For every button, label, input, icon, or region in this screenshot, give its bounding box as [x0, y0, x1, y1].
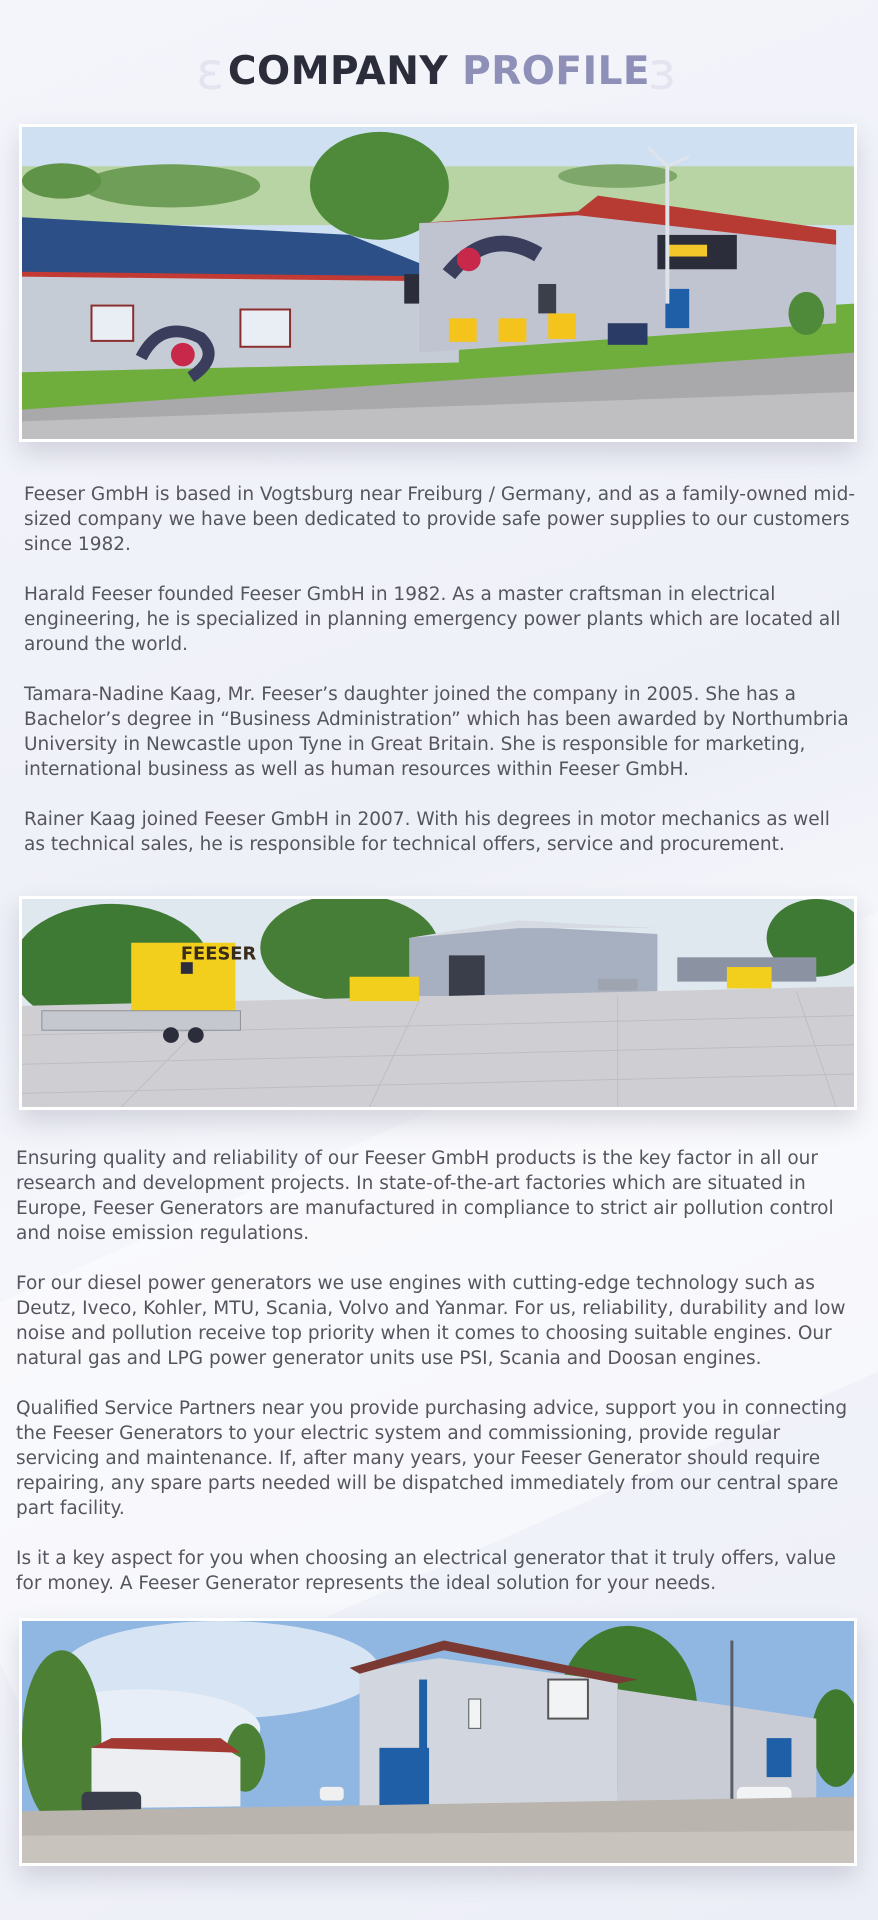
- title-word-company: COMPANY: [227, 49, 449, 94]
- generator-brand-sign: FEESER: [180, 944, 257, 965]
- page-title: [0, 44, 878, 100]
- generator-yard-photo: [19, 896, 857, 1110]
- paragraph-quality: Ensuring quality and reliability of our Feeser GmbH products is the key factor in all our research and development projects. In state-of-the-art factories which are situated in Europe, Feeser Generators are manufactured in compliance to strict air pollution control and noise emission regulations.: [16, 1148, 834, 1244]
- paragraph-rainer: Rainer Kaag joined Feeser GmbH in 2007. With his degrees in motor mechanics as well as technical sales, he is responsible for technical offers, service and procurement.: [24, 809, 830, 855]
- title-word-profile: PROFILE: [462, 49, 651, 94]
- paragraph-service: Qualified Service Partners near you provide purchasing advice, support you in connecting the Feeser Generators to your electric system and commissioning, provide regular servicing and maintenance. If, after many years, your Feeser Generator should require repairing, any spare parts needed will be dispatched immediately from our central spare part facility.: [16, 1398, 848, 1519]
- bracket-right-decoration: з: [648, 42, 676, 102]
- paragraph-engines: For our diesel power generators we use engines with cutting-edge technology such as Deutz, Iveco, Kohler, MTU, Scania, Volvo and Yanmar. For us, reliability, durability and low noise and pollution receive top priority when it comes to choosing suitable engines. Our natural gas and LPG power generator units use PSI, Scania and Doosan engines.: [16, 1273, 846, 1369]
- paragraph-company-intro: Feeser GmbH is based in Vogtsburg near Freiburg / Germany, and as a family-owned mid-sized company we have been dedicated to provide safe power supplies to our customers since 1982.: [24, 484, 856, 555]
- profile-text-section: [24, 482, 856, 882]
- page-header: [0, 44, 878, 100]
- paragraph-founder: Harald Feeser founded Feeser GmbH in 1982. As a master craftsman in electrical engineering, he is specialized in planning emergency power plants which are located all around the world.: [24, 584, 841, 655]
- office-building-photo: [19, 1618, 857, 1866]
- quality-text-section: [16, 1146, 862, 1621]
- company-building-photo: [19, 124, 857, 442]
- paragraph-value: Is it a key aspect for you when choosing an electrical generator that it truly offers, value for money. A Feeser Generator represents the ideal solution for your needs.: [16, 1548, 836, 1594]
- paragraph-tamara: Tamara-Nadine Kaag, Mr. Feeser’s daughter joined the company in 2005. She has a Bachelor’s degree in “Business Administration” which has been awarded by Northumbria University in Newcastle upon Tyne in Great Britain. She is responsible for marketing, international business as well as human resources within Feeser GmbH.: [24, 684, 849, 780]
- bracket-left-decoration: ε: [196, 42, 225, 102]
